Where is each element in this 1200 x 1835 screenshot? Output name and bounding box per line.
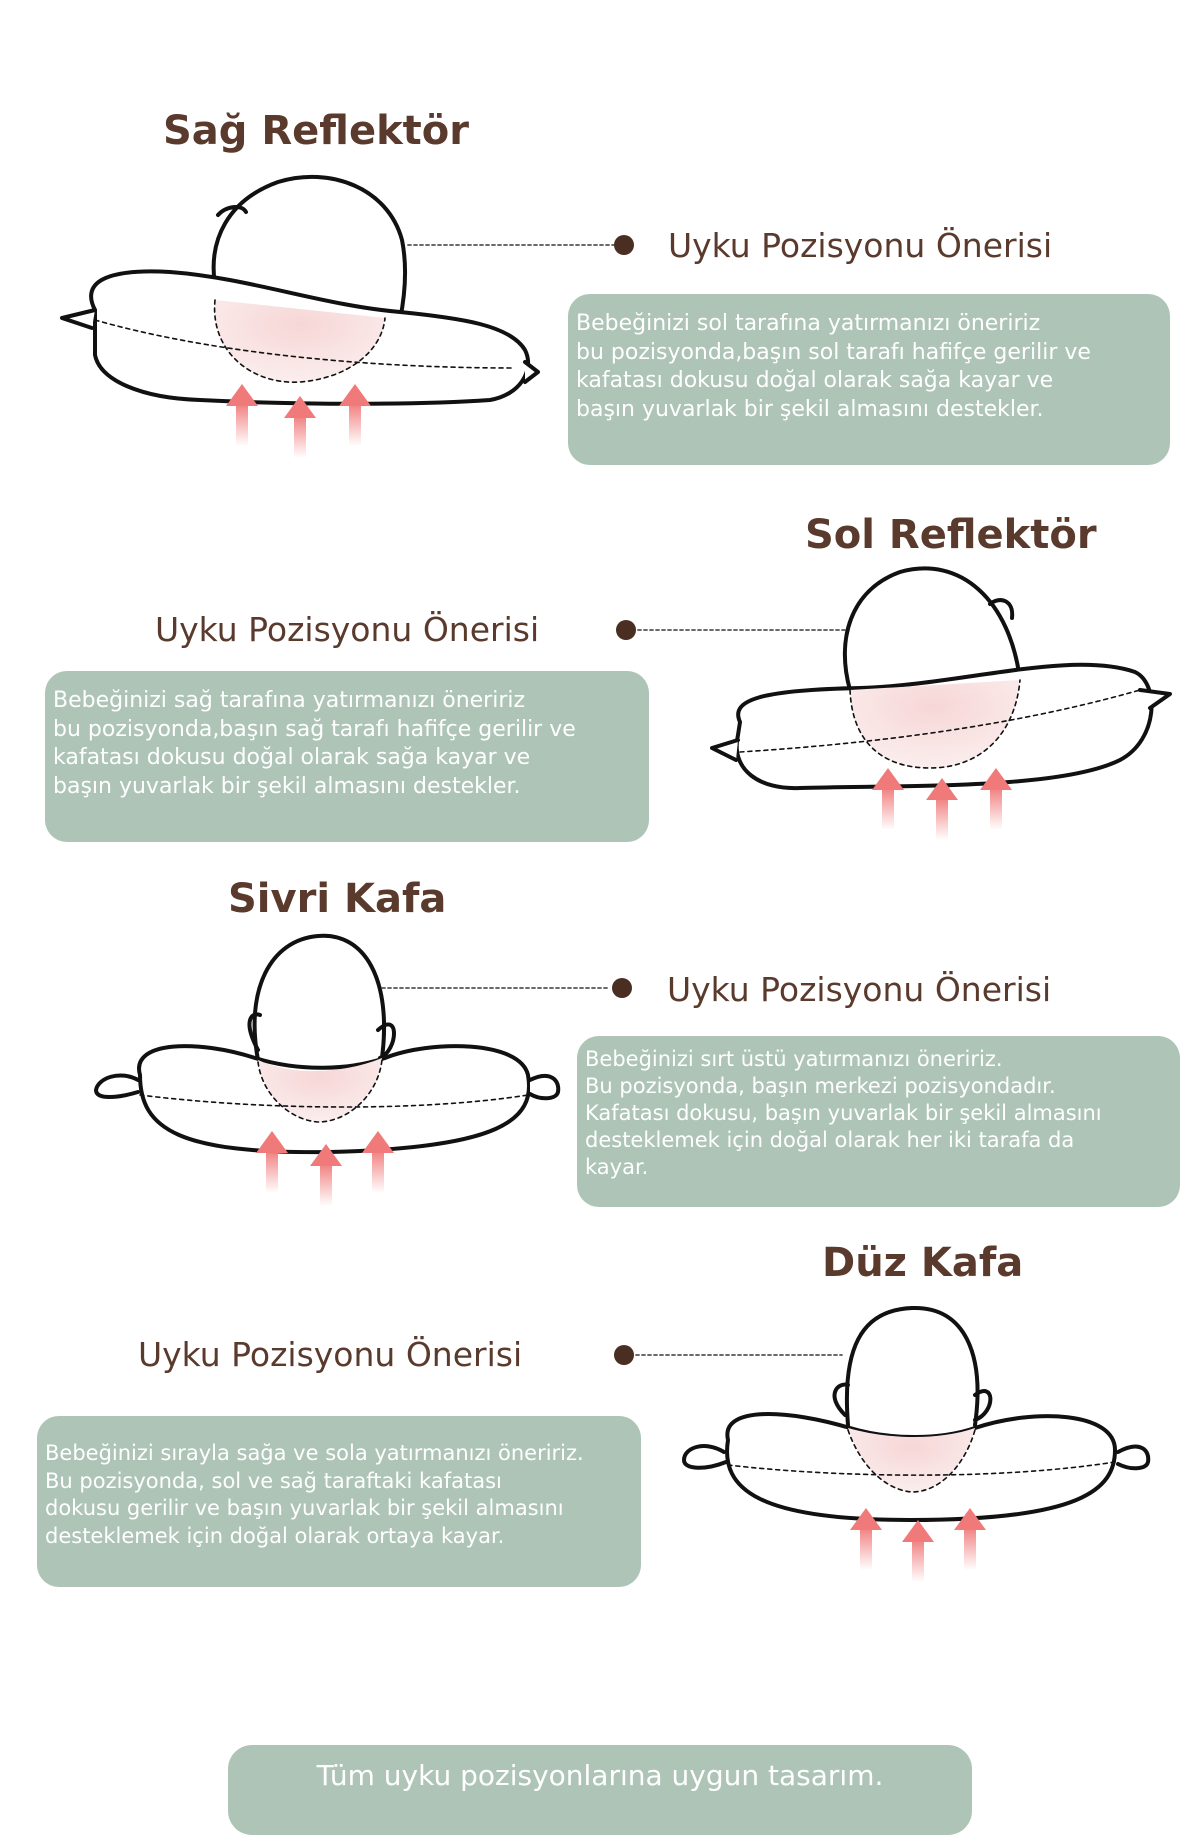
card-line: Bu pozisyonda, başın merkezi pozisyondadır.	[585, 1073, 1056, 1098]
card-line: dokusu gerilir ve başın yuvarlak bir şekil almasını	[45, 1496, 564, 1521]
illustration-duz-kafa	[614, 1308, 1148, 1520]
card-line: Bu pozisyonda, sol ve sağ taraftaki kafatası	[45, 1468, 502, 1493]
card-line: başın yuvarlak bir şekil almasını destekler.	[53, 773, 521, 799]
card-line: kayar.	[585, 1154, 649, 1179]
footer-banner: Tüm uyku pozisyonlarına uygun tasarım.	[228, 1745, 972, 1835]
section-title-sol-reflektor: Sol Reflektör	[805, 512, 1097, 558]
card-line: Bebeğinizi sırayla sağa ve sola yatırmanızı öneririz.	[45, 1441, 584, 1465]
arrows-sol-reflektor	[872, 768, 1012, 840]
section-title-sag-reflektor: Sağ Reflektör	[163, 108, 469, 154]
illustration-sol-reflektor	[616, 568, 1170, 788]
section-subtitle-sol-reflektor: Uyku Pozisyonu Önerisi	[155, 610, 540, 649]
card-line: başın yuvarlak bir şekil almasını destekler.	[576, 396, 1044, 422]
description-card-duz-kafa	[37, 1416, 641, 1587]
card-line: kafatası dokusu doğal olarak sağa kayar ve	[576, 368, 1054, 394]
card-line: desteklemek için doğal olarak her iki tarafa da	[585, 1127, 1075, 1152]
section-subtitle-sag-reflektor: Uyku Pozisyonu Önerisi	[668, 226, 1053, 265]
card-line: Bebeğinizi sol tarafına yatırmanızı öneririz	[576, 311, 1041, 336]
section-title-sivri-kafa: Sivri Kafa	[228, 876, 447, 922]
description-card-sivri-kafa	[577, 1036, 1180, 1207]
section-title-duz-kafa: Düz Kafa	[822, 1240, 1024, 1286]
illustration-sag-reflektor	[62, 177, 634, 404]
section-subtitle-duz-kafa: Uyku Pozisyonu Önerisi	[138, 1335, 523, 1374]
card-line: Bebeğinizi sırt üstü yatırmanızı öneririz.	[585, 1047, 1003, 1071]
card-line: bu pozisyonda,başın sol tarafı hafifçe gerilir ve	[576, 339, 1091, 365]
description-card-sag-reflektor	[568, 294, 1170, 465]
card-line: Kafatası dokusu, başın yuvarlak bir şekil almasını	[585, 1100, 1102, 1125]
section-subtitle-sivri-kafa: Uyku Pozisyonu Önerisi	[667, 970, 1052, 1009]
card-line: Bebeğinizi sağ tarafına yatırmanızı öneririz	[53, 688, 526, 713]
card-line: kafatası dokusu doğal olarak sağa kayar ve	[53, 745, 531, 771]
card-line: desteklemek için doğal olarak ortaya kayar.	[45, 1524, 505, 1549]
illustration-sivri-kafa	[96, 936, 632, 1152]
description-card-sol-reflektor	[45, 671, 649, 842]
card-line: bu pozisyonda,başın sağ tarafı hafifçe gerilir ve	[53, 716, 576, 742]
